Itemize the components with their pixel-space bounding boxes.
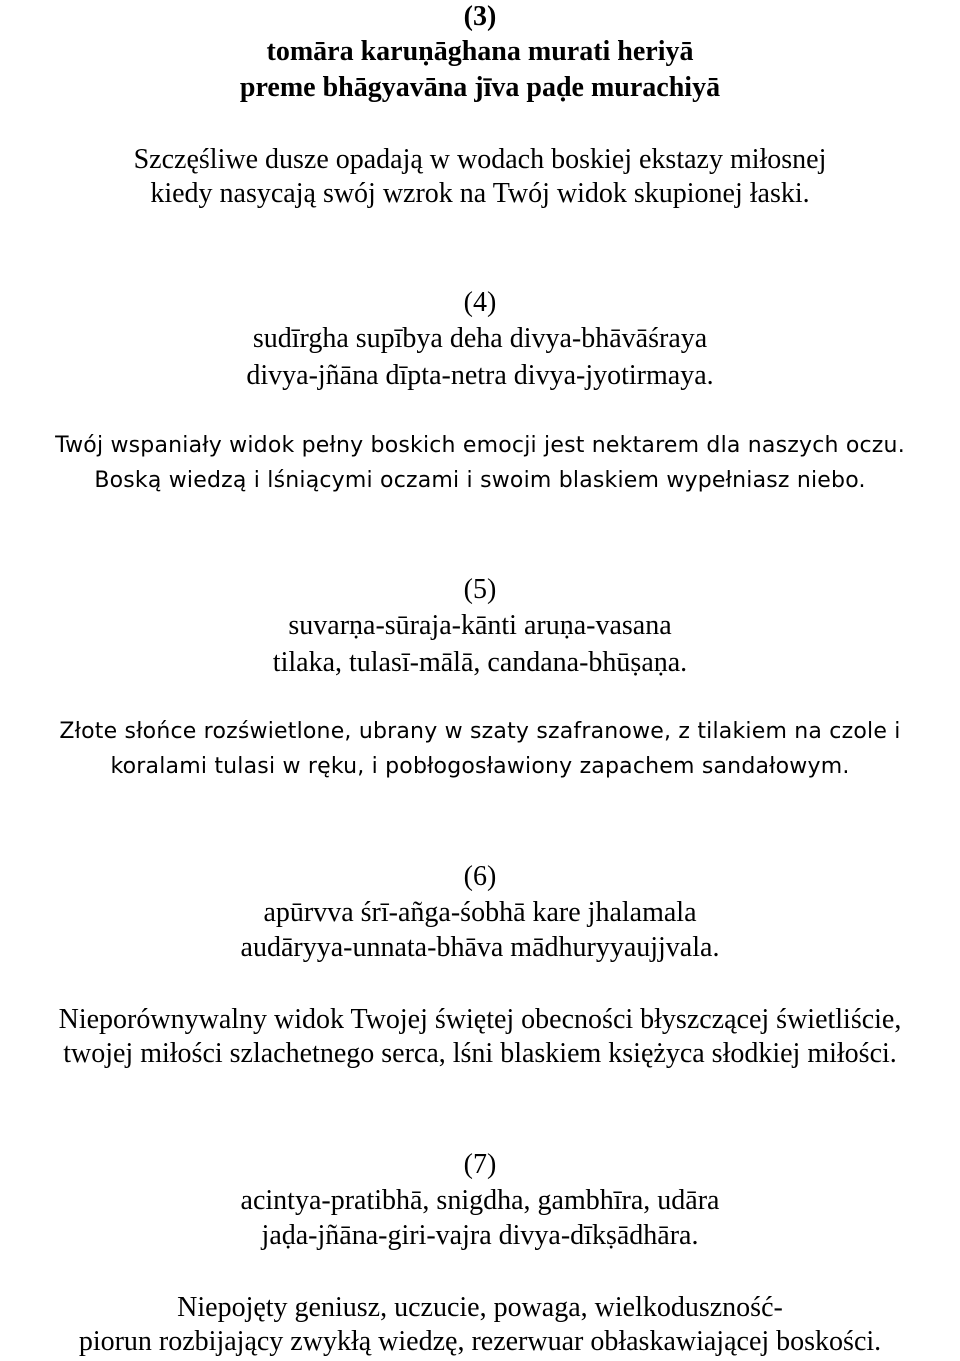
translation-line-1: Niepojęty geniusz, uczucie, powaga, wielkoduszność- bbox=[177, 1292, 783, 1323]
verse-number: (4) bbox=[463, 287, 497, 318]
translation-line-2: koralami tulasi w ręku, i pobłogosławiony zapachem sandałowym. bbox=[110, 754, 850, 779]
translation-line-1: Złote słońce rozświetlone, ubrany w szaty szafranowe, z tilakiem na czole i bbox=[59, 719, 901, 744]
translation-line-1: Nieporównywalny widok Twojej świętej obecności błyszczącej świetliście, bbox=[58, 1004, 902, 1035]
verse-number: (3) bbox=[463, 1, 497, 32]
verse-line-2: divya-jñāna dīpta-netra divya-jyotirmaya. bbox=[246, 360, 714, 391]
verse-line-2: jaḍa-jñāna-giri-vajra divya-dīkṣādhāra. bbox=[261, 1220, 699, 1251]
verse-line-2: preme bhāgyavāna jīva paḍe murachiyā bbox=[239, 72, 721, 103]
translation-line-2: twojej miłości szlachetnego serca, lśni blaskiem księżyca słodkiej miłości. bbox=[63, 1038, 897, 1069]
translation-line-1: Twój wspaniały widok pełny boskich emocji jest nektarem dla naszych oczu. bbox=[55, 433, 905, 458]
verse-line-1: acintya-pratibhā, snigdha, gambhīra, udāra bbox=[240, 1185, 720, 1216]
verse-number: (5) bbox=[463, 574, 497, 605]
verse-number: (6) bbox=[463, 861, 497, 892]
verse-line-2: audāryya-unnata-bhāva mādhuryyaujjvala. bbox=[240, 932, 720, 963]
verse-line-1: tomāra karuṇāghana murati heriyā bbox=[266, 36, 694, 67]
verse-line-1: apūrvva śrī-añga-śobhā kare jhalamala bbox=[263, 897, 697, 928]
translation-line-2: piorun rozbijający zwykłą wiedzę, rezerwuar obłaskawiającej boskości. bbox=[78, 1326, 882, 1357]
translation-line-2: Boską wiedzą i lśniącymi oczami i swoim blaskiem wypełniasz niebo. bbox=[94, 468, 866, 493]
verse-line-1: suvarṇa-sūraja-kānti aruṇa-vasana bbox=[288, 610, 672, 641]
translation-line-1: Szczęśliwe dusze opadają w wodach boskiej ekstazy miłosnej bbox=[133, 144, 827, 175]
verse-number: (7) bbox=[463, 1149, 497, 1180]
verse-line-1: sudīrgha supībya deha divya-bhāvāśraya bbox=[252, 323, 708, 354]
translation-line-2: kiedy nasycają swój wzrok na Twój widok skupionej łaski. bbox=[150, 178, 810, 209]
verse-line-2: tilaka, tulasī-mālā, candana-bhūṣaṇa. bbox=[272, 647, 688, 678]
